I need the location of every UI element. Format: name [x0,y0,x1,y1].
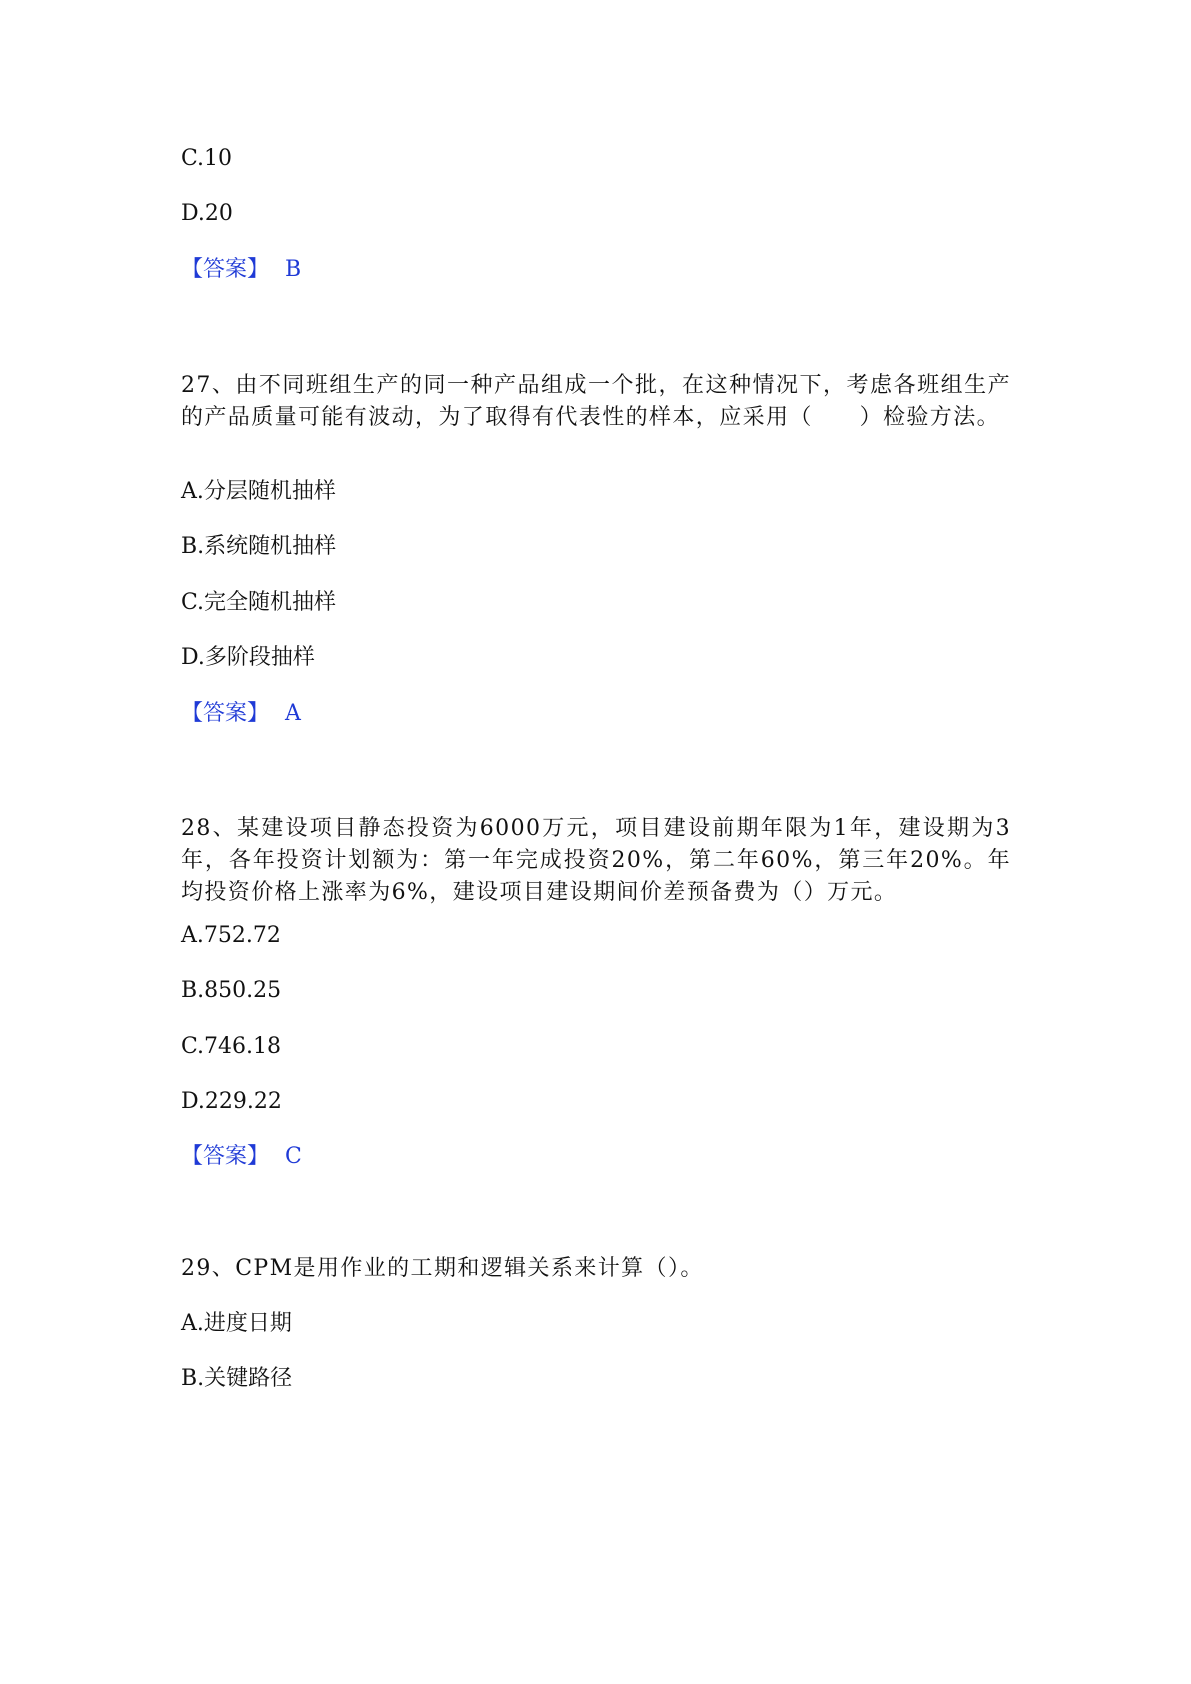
answer-line [181,698,301,730]
question-28-text: 28、某建设项目静态投资为6000万元，项目建设前期年限为1年，建设期为3年，各年投资计划额为：第一年完成投资20%，第二年60%，第三年20%。年均投资价格上涨率为6%，建设项目建设期间价差预备费为（）万元。 [181,816,1011,905]
option-a: A.进度日期 [181,1311,292,1336]
option-a: A.分层随机抽样 [181,479,336,504]
option-b: B.850.25 [181,978,282,1003]
question-27-text: 27、由不同班组生产的同一种产品组成一个批，在这种情况下，考虑各班组生产的产品质量可能有波动，为了取得有代表性的样本，应采用（ ）检验方法。 [181,373,1011,430]
answer-value: A [285,701,301,726]
answer-label: 【答案】 [181,1144,270,1169]
option-b: B.关键路径 [181,1366,293,1391]
answer-line [181,254,301,286]
answer-value: B [285,257,302,282]
answer-value: C [285,1144,302,1169]
answer-label: 【答案】 [181,257,270,282]
answer-line [181,1141,302,1173]
option-c: C.10 [181,146,233,171]
option-d: D.多阶段抽样 [181,645,315,670]
option-c: C.746.18 [181,1034,282,1059]
question-29-text: 29、CPM是用作业的工期和逻辑关系来计算（）。 [181,1256,704,1281]
answer-label: 【答案】 [181,701,270,726]
option-a: A.752.72 [181,923,281,948]
option-b: B.系统随机抽样 [181,534,337,559]
option-d: D.229.22 [181,1089,282,1114]
option-c: C.完全随机抽样 [181,590,337,615]
option-d: D.20 [181,201,233,226]
